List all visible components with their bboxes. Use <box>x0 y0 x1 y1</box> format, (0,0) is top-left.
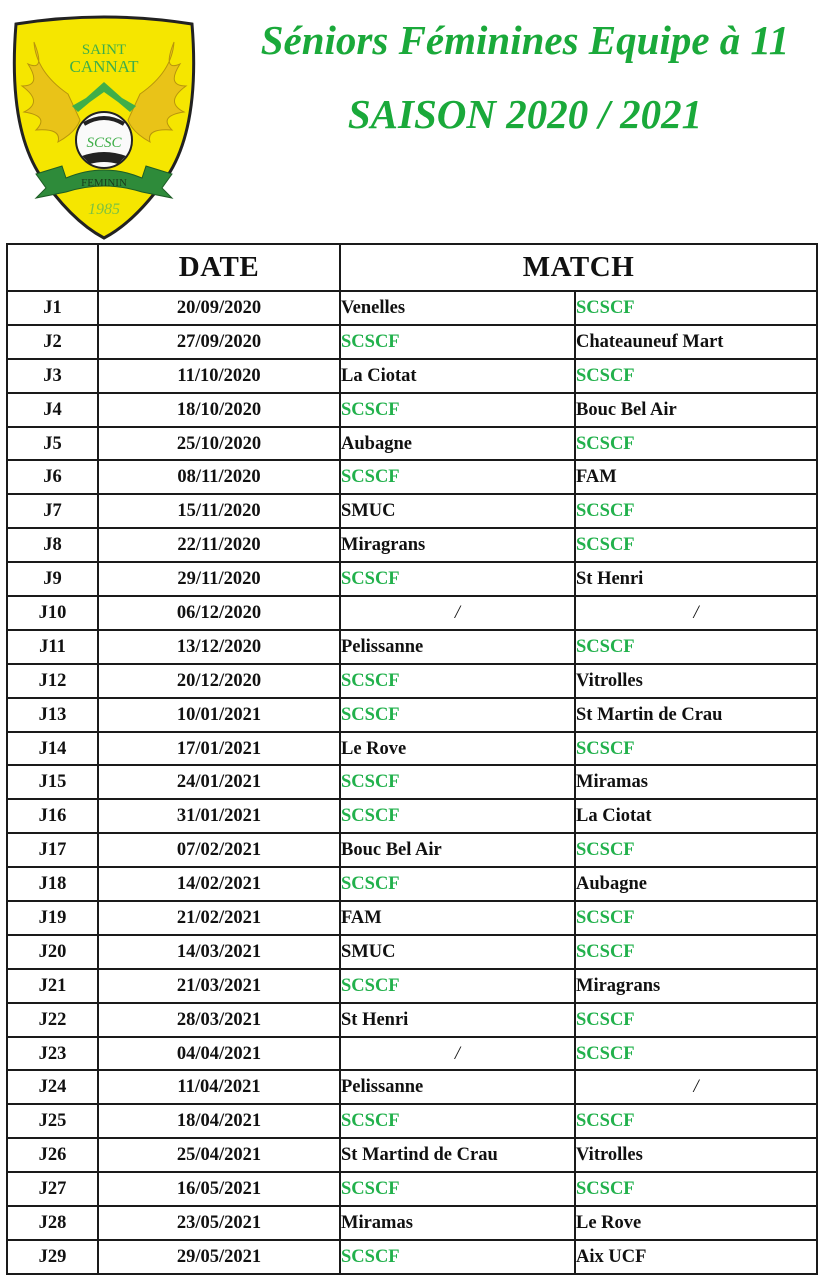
table-row <box>7 528 817 562</box>
date-cell: 29/05/2021 <box>98 1240 340 1274</box>
date-cell: 08/11/2020 <box>98 460 340 494</box>
date-cell: 13/12/2020 <box>98 630 340 664</box>
date-cell: 18/10/2020 <box>98 393 340 427</box>
home-team-cell: Venelles <box>340 291 575 325</box>
home-team-cell: SCSCF <box>340 393 575 427</box>
away-team-cell: Bouc Bel Air <box>575 393 817 427</box>
away-team-cell: Vitrolles <box>575 1138 817 1172</box>
away-team-cell: Aix UCF <box>575 1240 817 1274</box>
schedule-body <box>7 291 817 1274</box>
home-team-cell: Aubagne <box>340 427 575 461</box>
away-team-cell: Chateauneuf Mart <box>575 325 817 359</box>
matchday-cell: J8 <box>7 528 98 562</box>
date-cell: 24/01/2021 <box>98 765 340 799</box>
table-row <box>7 1172 817 1206</box>
home-team-cell: Bouc Bel Air <box>340 833 575 867</box>
away-team-cell: SCSCF <box>575 901 817 935</box>
date-cell: 22/11/2020 <box>98 528 340 562</box>
table-row <box>7 1003 817 1037</box>
home-team-cell: SCSCF <box>340 562 575 596</box>
home-team-cell: FAM <box>340 901 575 935</box>
matchday-cell: J3 <box>7 359 98 393</box>
date-cell: 15/11/2020 <box>98 494 340 528</box>
away-team-cell: Aubagne <box>575 867 817 901</box>
away-team-cell: / <box>575 1070 817 1104</box>
table-row <box>7 833 817 867</box>
home-team-cell: SMUC <box>340 494 575 528</box>
date-cell: 25/10/2020 <box>98 427 340 461</box>
away-team-cell: SCSCF <box>575 528 817 562</box>
matchday-cell: J2 <box>7 325 98 359</box>
away-team-cell: SCSCF <box>575 935 817 969</box>
date-cell: 11/10/2020 <box>98 359 340 393</box>
crest-banner-text: FEMININ <box>81 177 127 189</box>
date-cell: 28/03/2021 <box>98 1003 340 1037</box>
matchday-cell: J16 <box>7 799 98 833</box>
table-row <box>7 698 817 732</box>
away-team-cell: SCSCF <box>575 1172 817 1206</box>
date-cell: 20/12/2020 <box>98 664 340 698</box>
club-crest-logo <box>6 2 202 240</box>
matchday-cell: J4 <box>7 393 98 427</box>
home-team-cell: SCSCF <box>340 799 575 833</box>
date-cell: 04/04/2021 <box>98 1037 340 1071</box>
page-title: Séniors Féminines Equipe à 11 <box>260 17 790 63</box>
date-cell: 10/01/2021 <box>98 698 340 732</box>
matchday-cell: J27 <box>7 1172 98 1206</box>
date-cell: 14/02/2021 <box>98 867 340 901</box>
home-team-cell: Pelissanne <box>340 1070 575 1104</box>
matchday-cell: J5 <box>7 427 98 461</box>
matchday-cell: J10 <box>7 596 98 630</box>
table-row <box>7 325 817 359</box>
table-row <box>7 935 817 969</box>
home-team-cell: SCSCF <box>340 1104 575 1138</box>
table-row <box>7 494 817 528</box>
table-row <box>7 562 817 596</box>
crest-line2: CANNAT <box>69 57 139 76</box>
matchday-cell: J23 <box>7 1037 98 1071</box>
matchday-cell: J28 <box>7 1206 98 1240</box>
table-row <box>7 596 817 630</box>
matchday-cell: J21 <box>7 969 98 1003</box>
date-cell: 21/03/2021 <box>98 969 340 1003</box>
matchday-cell: J26 <box>7 1138 98 1172</box>
home-team-cell: / <box>340 596 575 630</box>
away-team-cell: SCSCF <box>575 1104 817 1138</box>
matchday-cell: J20 <box>7 935 98 969</box>
header-match: MATCH <box>340 244 817 291</box>
away-team-cell: Vitrolles <box>575 664 817 698</box>
matchday-cell: J29 <box>7 1240 98 1274</box>
matchday-cell: J13 <box>7 698 98 732</box>
date-cell: 23/05/2021 <box>98 1206 340 1240</box>
home-team-cell: SCSCF <box>340 664 575 698</box>
table-row <box>7 1206 817 1240</box>
date-cell: 27/09/2020 <box>98 325 340 359</box>
table-row <box>7 427 817 461</box>
home-team-cell: SCSCF <box>340 698 575 732</box>
home-team-cell: SMUC <box>340 935 575 969</box>
away-team-cell: SCSCF <box>575 359 817 393</box>
home-team-cell: Pelissanne <box>340 630 575 664</box>
home-team-cell: SCSCF <box>340 969 575 1003</box>
table-row <box>7 867 817 901</box>
date-cell: 31/01/2021 <box>98 799 340 833</box>
home-team-cell: SCSCF <box>340 765 575 799</box>
table-row <box>7 1104 817 1138</box>
home-team-cell: SCSCF <box>340 460 575 494</box>
date-cell: 07/02/2021 <box>98 833 340 867</box>
away-team-cell: La Ciotat <box>575 799 817 833</box>
table-header-row <box>7 244 817 291</box>
home-team-cell: Le Rove <box>340 732 575 766</box>
home-team-cell: SCSCF <box>340 1172 575 1206</box>
home-team-cell: Miramas <box>340 1206 575 1240</box>
away-team-cell: Miramas <box>575 765 817 799</box>
home-team-cell: La Ciotat <box>340 359 575 393</box>
table-row <box>7 291 817 325</box>
away-team-cell: Miragrans <box>575 969 817 1003</box>
away-team-cell: St Martin de Crau <box>575 698 817 732</box>
home-team-cell: SCSCF <box>340 867 575 901</box>
match-schedule-table <box>6 243 818 1275</box>
table-row <box>7 1240 817 1274</box>
date-cell: 25/04/2021 <box>98 1138 340 1172</box>
date-cell: 14/03/2021 <box>98 935 340 969</box>
home-team-cell: SCSCF <box>340 1240 575 1274</box>
matchday-cell: J18 <box>7 867 98 901</box>
header-journee <box>7 244 98 291</box>
season-subtitle: SAISON 2020 / 2021 <box>347 91 703 137</box>
table-row <box>7 969 817 1003</box>
away-team-cell: St Henri <box>575 562 817 596</box>
date-cell: 20/09/2020 <box>98 291 340 325</box>
matchday-cell: J22 <box>7 1003 98 1037</box>
date-cell: 17/01/2021 <box>98 732 340 766</box>
matchday-cell: J24 <box>7 1070 98 1104</box>
table-row <box>7 799 817 833</box>
home-team-cell: St Martind de Crau <box>340 1138 575 1172</box>
matchday-cell: J7 <box>7 494 98 528</box>
date-cell: 11/04/2021 <box>98 1070 340 1104</box>
away-team-cell: SCSCF <box>575 427 817 461</box>
matchday-cell: J15 <box>7 765 98 799</box>
away-team-cell: SCSCF <box>575 494 817 528</box>
home-team-cell: Miragrans <box>340 528 575 562</box>
table-row <box>7 1138 817 1172</box>
table-row <box>7 664 817 698</box>
away-team-cell: SCSCF <box>575 833 817 867</box>
table-row <box>7 393 817 427</box>
away-team-cell: FAM <box>575 460 817 494</box>
home-team-cell: / <box>340 1037 575 1071</box>
table-row <box>7 1037 817 1071</box>
away-team-cell: Le Rove <box>575 1206 817 1240</box>
date-cell: 29/11/2020 <box>98 562 340 596</box>
home-team-cell: SCSCF <box>340 325 575 359</box>
table-row <box>7 901 817 935</box>
matchday-cell: J12 <box>7 664 98 698</box>
table-row <box>7 359 817 393</box>
table-row <box>7 1070 817 1104</box>
away-team-cell: SCSCF <box>575 291 817 325</box>
matchday-cell: J1 <box>7 291 98 325</box>
away-team-cell: SCSCF <box>575 1003 817 1037</box>
header-date: DATE <box>98 244 340 291</box>
crest-line1: SAINT <box>81 42 127 58</box>
table-row <box>7 765 817 799</box>
table-row <box>7 732 817 766</box>
table-row <box>7 460 817 494</box>
matchday-cell: J9 <box>7 562 98 596</box>
matchday-cell: J6 <box>7 460 98 494</box>
date-cell: 18/04/2021 <box>98 1104 340 1138</box>
matchday-cell: J19 <box>7 901 98 935</box>
date-cell: 21/02/2021 <box>98 901 340 935</box>
away-team-cell: SCSCF <box>575 630 817 664</box>
away-team-cell: / <box>575 596 817 630</box>
home-team-cell: St Henri <box>340 1003 575 1037</box>
crest-year: 1985 <box>88 201 120 218</box>
matchday-cell: J17 <box>7 833 98 867</box>
away-team-cell: SCSCF <box>575 732 817 766</box>
table-row <box>7 630 817 664</box>
matchday-cell: J25 <box>7 1104 98 1138</box>
away-team-cell: SCSCF <box>575 1037 817 1071</box>
date-cell: 16/05/2021 <box>98 1172 340 1206</box>
date-cell: 06/12/2020 <box>98 596 340 630</box>
crest-ball-text: SCSC <box>86 135 122 151</box>
matchday-cell: J14 <box>7 732 98 766</box>
matchday-cell: J11 <box>7 630 98 664</box>
